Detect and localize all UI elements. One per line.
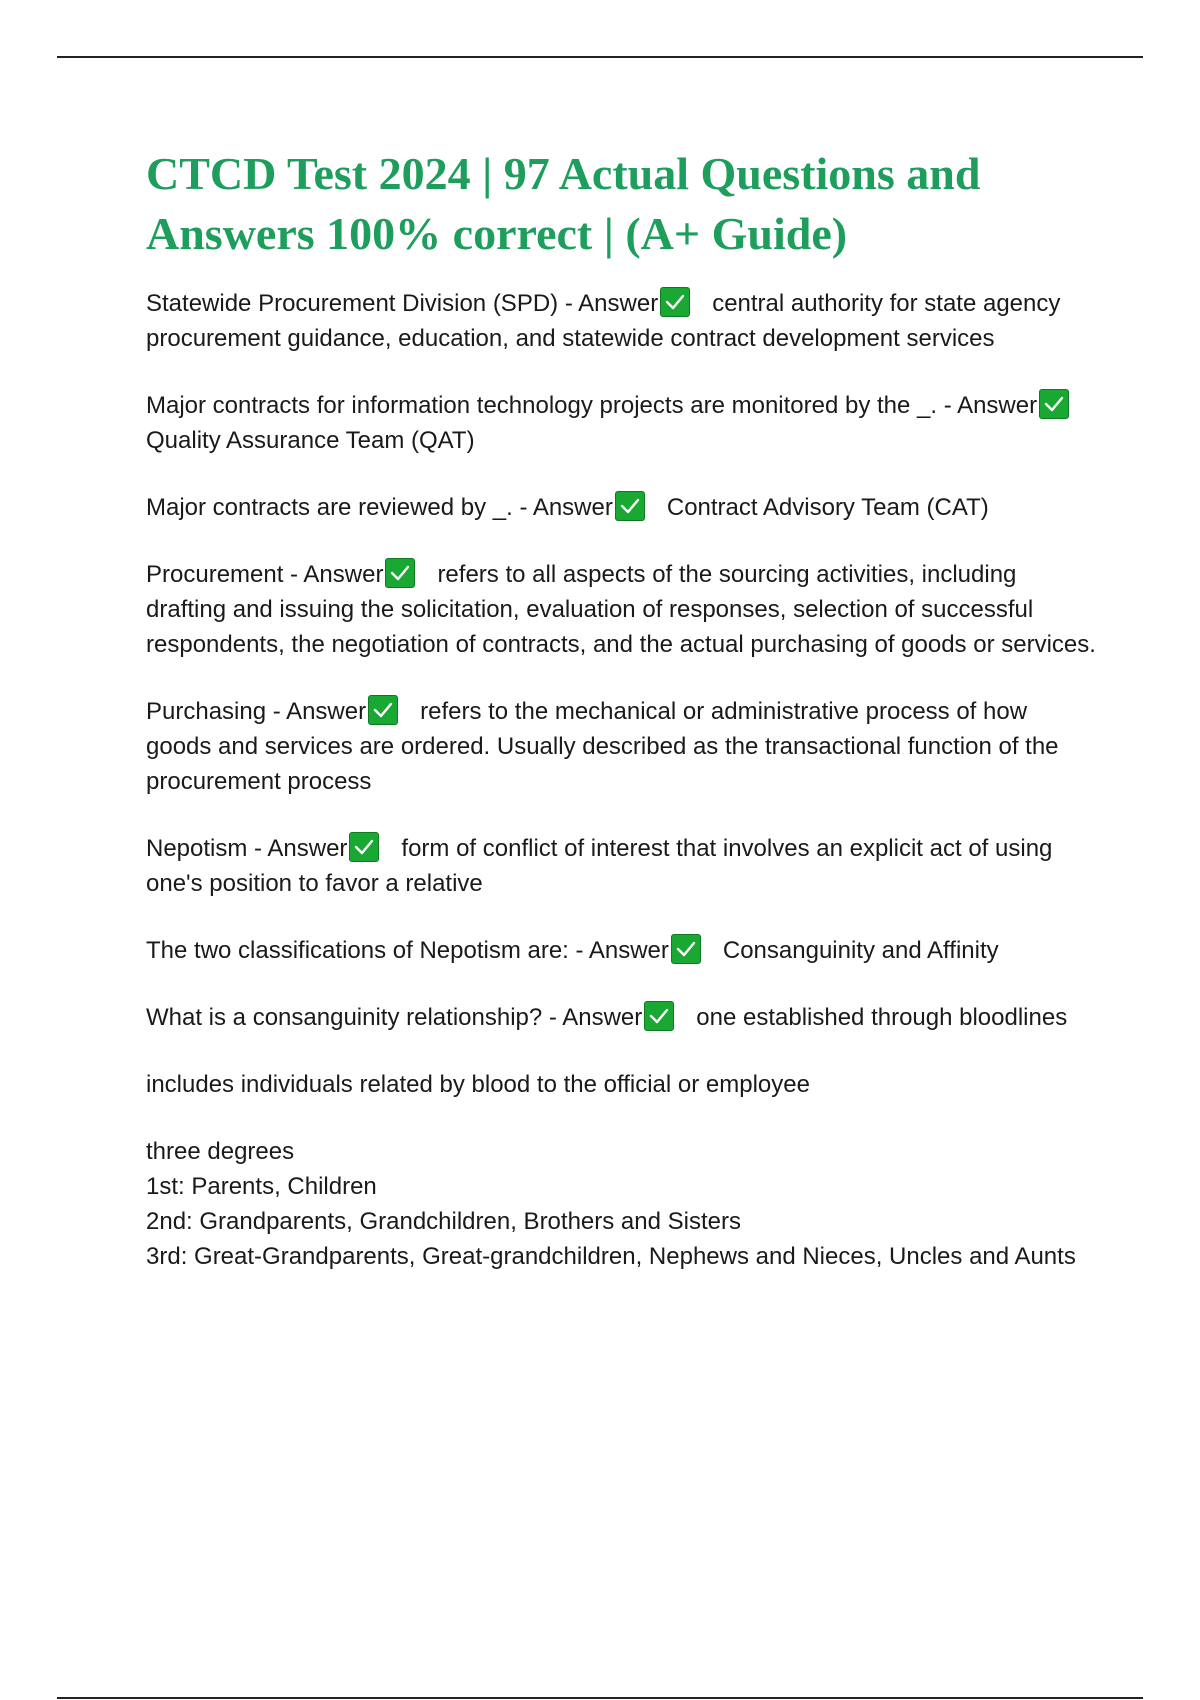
answer-label: Answer bbox=[532, 494, 613, 521]
qa-answer: form of conflict of interest that involves an explicit act of using one's position to favor a relative bbox=[146, 835, 1053, 897]
bottom-divider bbox=[57, 1697, 1143, 1699]
check-mark-icon bbox=[615, 491, 645, 521]
answer-label: Answer bbox=[303, 561, 384, 588]
degrees-list bbox=[146, 1134, 1096, 1274]
qa-item bbox=[146, 694, 1096, 799]
qa-item bbox=[146, 490, 1096, 525]
document-body bbox=[146, 144, 1096, 1274]
degree-line: 2nd: Grandparents, Grandchildren, Brothers and Sisters bbox=[146, 1208, 741, 1235]
qa-answer: refers to the mechanical or administrative process of how goods and services are ordered. Usually described as the transactional function of the procurement process bbox=[146, 698, 1059, 795]
answer-label: Answer bbox=[588, 937, 669, 964]
qa-term: Statewide Procurement Division (SPD) - bbox=[146, 290, 579, 317]
qa-answer: Consanguinity and Affinity bbox=[722, 937, 999, 964]
qa-item bbox=[146, 286, 1096, 356]
qa-term: Purchasing - bbox=[146, 698, 287, 725]
check-mark-icon bbox=[385, 558, 415, 588]
qa-answer: Quality Assurance Team (QAT) bbox=[146, 427, 475, 454]
qa-answer: central authority for state agency procurement guidance, education, and statewide contract development services bbox=[146, 290, 1061, 352]
check-mark-icon bbox=[368, 695, 398, 725]
answer-label: Answer bbox=[562, 1004, 643, 1031]
qa-item bbox=[146, 933, 1096, 968]
qa-term: Procurement - bbox=[146, 561, 304, 588]
top-divider bbox=[57, 56, 1143, 58]
qa-term: Major contracts are reviewed by _. - bbox=[146, 494, 533, 521]
document-title: CTCD Test 2024 | 97 Actual Questions and Answers 100% correct | (A+ Guide) bbox=[146, 148, 981, 259]
qa-term: Nepotism - bbox=[146, 835, 268, 862]
degrees-heading: three degrees bbox=[146, 1138, 295, 1165]
answer-label: Answer bbox=[267, 835, 348, 862]
qa-item bbox=[146, 388, 1096, 458]
consanguinity-note: includes individuals related by blood to the official or employee bbox=[146, 1071, 810, 1098]
qa-answer: Contract Advisory Team (CAT) bbox=[666, 494, 989, 521]
check-mark-icon bbox=[644, 1001, 674, 1031]
qa-item bbox=[146, 557, 1096, 662]
check-mark-icon bbox=[349, 832, 379, 862]
degree-line: 3rd: Great-Grandparents, Great-grandchildren, Nephews and Nieces, Uncles and Aunts bbox=[146, 1243, 1076, 1270]
qa-term: What is a consanguinity relationship? - bbox=[146, 1004, 563, 1031]
degree-line: 1st: Parents, Children bbox=[146, 1173, 377, 1200]
qa-item bbox=[146, 831, 1096, 901]
qa-term: The two classifications of Nepotism are: - bbox=[146, 937, 589, 964]
check-mark-icon bbox=[671, 934, 701, 964]
check-mark-icon bbox=[660, 287, 690, 317]
answer-label: Answer bbox=[957, 392, 1038, 419]
qa-item bbox=[146, 1000, 1096, 1035]
qa-term: Major contracts for information technology projects are monitored by the _. - bbox=[146, 392, 958, 419]
answer-label: Answer bbox=[578, 290, 659, 317]
check-mark-icon bbox=[1039, 389, 1069, 419]
answer-label: Answer bbox=[286, 698, 367, 725]
qa-answer: one established through bloodlines bbox=[696, 1004, 1068, 1031]
qa-answer: refers to all aspects of the sourcing activities, including drafting and issuing the solicitation, evaluation of responses, selection of successful respondents, the negotiation of contracts, and the actual purchasing of goods or services. bbox=[146, 561, 1096, 658]
